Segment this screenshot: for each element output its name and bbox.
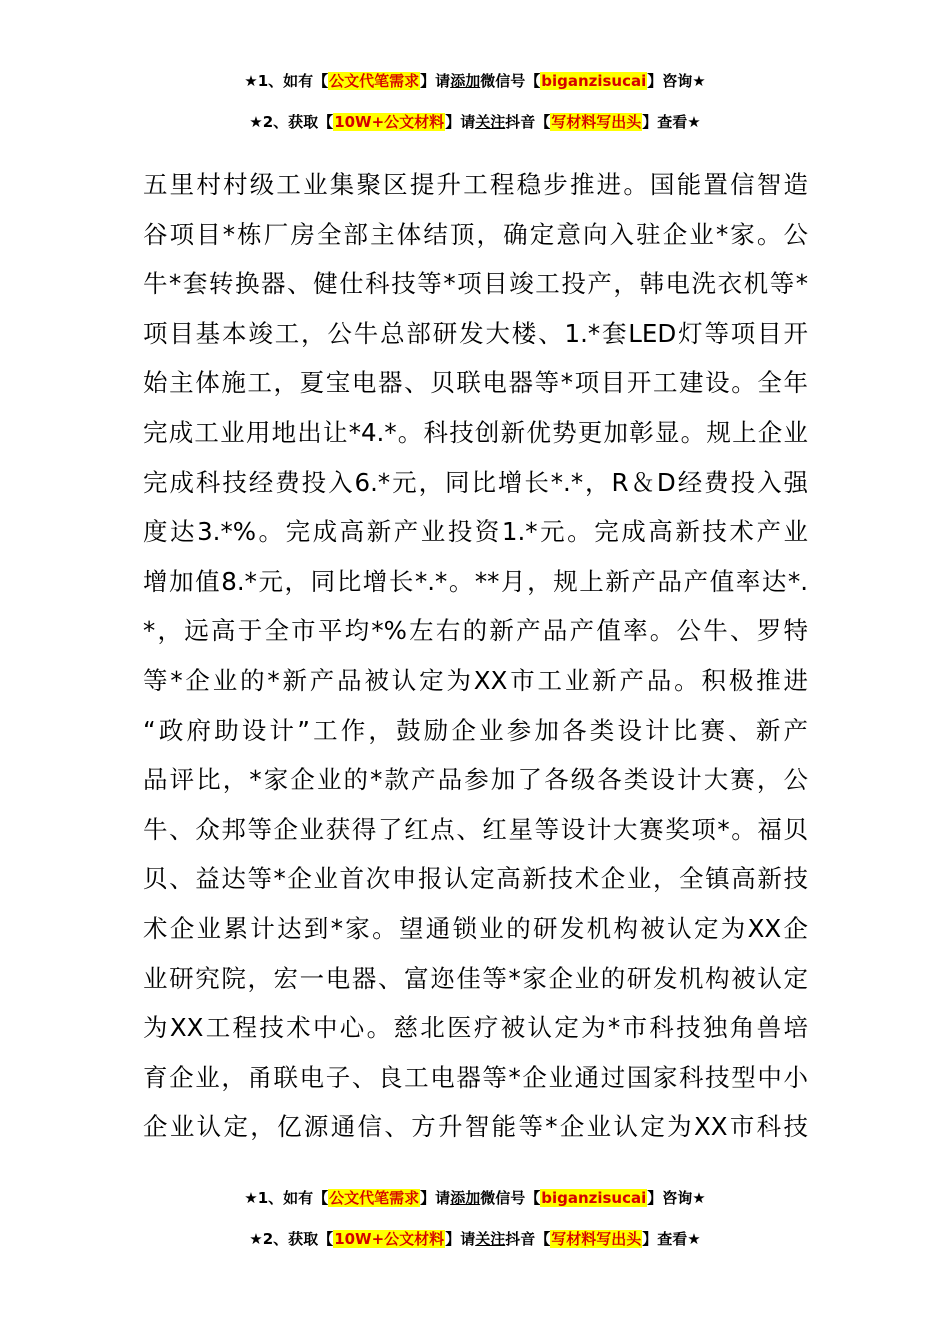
- footer-promo-line-1: [0, 1187, 950, 1209]
- promo-text: ★2、获取【: [249, 113, 334, 131]
- header-promo-line-2: [0, 111, 950, 133]
- promo-highlight-wechat-id: biganzisucai: [541, 72, 647, 90]
- promo-text: 微信号【: [480, 1189, 541, 1207]
- promo-highlight: 公文代笔需求: [329, 1189, 420, 1207]
- promo-text: ★2、获取【: [249, 1230, 334, 1248]
- promo-text: 】请: [445, 113, 476, 131]
- body-line: 等*企业的*新产品被认定为XX市工业新产品。积极推进: [143, 665, 808, 695]
- promo-text: 抖音【: [505, 113, 551, 131]
- promo-text: 】请: [445, 1230, 476, 1248]
- body-line: 品评比，*家企业的*款产品参加了各级各类设计大赛，公: [143, 765, 808, 795]
- footer-promo-line-2: [0, 1228, 950, 1250]
- body-line: 牛*套转换器、健仕科技等*项目竣工投产，韩电洗衣机等*: [143, 269, 808, 299]
- promo-underlined-text: 添加: [450, 72, 481, 90]
- body-line: 谷项目*栋厂房全部主体结顶，确定意向入驻企业*家。公: [143, 219, 808, 249]
- body-line: “政府助设计”工作，鼓励企业参加各类设计比赛、新产: [143, 715, 808, 745]
- body-line: 贝、益达等*企业首次申报认定高新技术企业，全镇高新技: [143, 864, 808, 894]
- body-line: 完成科技经费投入6.*元，同比增长*.*，R＆D经费投入强: [143, 467, 808, 497]
- promo-underlined-text: 关注: [475, 1230, 506, 1248]
- body-line: 业研究院，宏一电器、富迩佳等*家企业的研发机构被认定: [143, 963, 808, 993]
- promo-text: 】请: [420, 72, 451, 90]
- promo-text: 微信号【: [480, 72, 541, 90]
- promo-text: 抖音【: [505, 1230, 551, 1248]
- promo-highlight: 10W+公文材料: [334, 113, 445, 131]
- promo-highlight-douyin-id: 写材料写出头: [551, 113, 642, 131]
- body-line: *，远高于全市平均*%左右的新产品产值率。公牛、罗特: [143, 616, 808, 646]
- body-line: 项目基本竣工，公牛总部研发大楼、1.*套LED灯等项目开: [143, 318, 808, 348]
- body-line: 五里村村级工业集聚区提升工程稳步推进。国能置信智造: [143, 170, 808, 199]
- body-line: 完成工业用地出让*4.*。科技创新优势更加彰显。规上企业: [143, 417, 808, 447]
- body-line: 育企业，甬联电子、良工电器等*企业通过国家科技型中小: [143, 1062, 808, 1092]
- promo-highlight: 公文代笔需求: [329, 72, 420, 90]
- body-line: 增加值8.*元，同比增长*.*。**月，规上新产品产值率达*.: [143, 566, 808, 596]
- body-line: 企业认定，亿源通信、方升智能等*企业认定为XX市科技: [143, 1112, 808, 1142]
- body-line: 牛、众邦等企业获得了红点、红星等设计大赛奖项*。福贝: [143, 814, 808, 844]
- document-body-paragraph: [143, 160, 808, 1152]
- promo-text: 】咨询★: [647, 1189, 706, 1207]
- promo-highlight: 10W+公文材料: [334, 1230, 445, 1248]
- promo-highlight-douyin-id: 写材料写出头: [551, 1230, 642, 1248]
- promo-text: 】咨询★: [647, 72, 706, 90]
- promo-text: 】请: [420, 1189, 451, 1207]
- promo-highlight-wechat-id: biganzisucai: [541, 1189, 647, 1207]
- body-line: 为XX工程技术中心。慈北医疗被认定为*市科技独角兽培: [143, 1013, 808, 1043]
- promo-text: ★1、如有【: [244, 72, 329, 90]
- promo-text: 】查看★: [642, 113, 701, 131]
- promo-underlined-text: 关注: [475, 113, 506, 131]
- header-promo-line-1: [0, 70, 950, 92]
- promo-text: 】查看★: [642, 1230, 701, 1248]
- promo-text: ★1、如有【: [244, 1189, 329, 1207]
- promo-underlined-text: 添加: [450, 1189, 481, 1207]
- body-line: 始主体施工，夏宝电器、贝联电器等*项目开工建设。全年: [143, 368, 808, 398]
- body-line: 术企业累计达到*家。望通锁业的研发机构被认定为XX企: [143, 913, 808, 943]
- body-line: 度达3.*%。完成高新产业投资1.*元。完成高新技术产业: [143, 517, 808, 547]
